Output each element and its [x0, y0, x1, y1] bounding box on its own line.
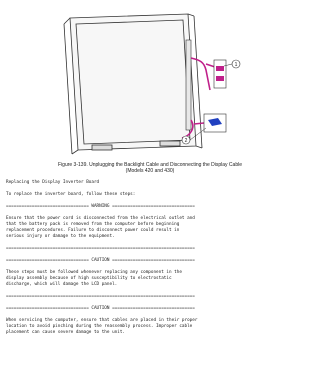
callout-1 — [224, 60, 240, 68]
callout-2-label: 2 — [184, 138, 188, 144]
warning-text: serious injury or damage to the equipment. — [6, 234, 115, 239]
warning-text: that the battery pack is removed from the computer before beginning — [6, 222, 180, 227]
warning-rule: ========================================================================= — [6, 246, 195, 251]
callout-1-label: 1 — [234, 62, 238, 68]
intro-text: To replace the inverter board, follow these steps: — [6, 192, 136, 197]
connector-detail-bottom — [204, 114, 226, 132]
caution-text: discharge, which will damage the LCD panel. — [6, 282, 118, 287]
warning-text: replacement procedures. Failure to disconnect power could result in — [6, 228, 180, 233]
warning-text: Ensure that the power cord is disconnected from the electrical outlet and — [6, 216, 195, 221]
caution-text: When servicing the computer, ensure that cables are placed in their proper — [6, 318, 198, 323]
connector-detail-top — [214, 60, 226, 88]
caution-text: These steps must be followed whenever replacing any component in the — [6, 270, 182, 275]
inverter-board — [186, 40, 191, 130]
figure-caption: Figure 3-139. Unplugging the Backlight Cable and Disconnecting the Display Cable — [58, 162, 242, 168]
figure-caption-models: (Models 420 and 430) — [125, 168, 175, 174]
caution-banner: ================================ CAUTION ================================ — [6, 258, 195, 263]
warning-banner: ================================ WARNING ================================ — [6, 204, 195, 209]
display-assembly-illustration — [0, 0, 300, 160]
caution-text: location to avoid pinching during the reassembly process. Improper cable — [6, 324, 193, 329]
caution-text: display assembly because of high susceptibility to electrostatic — [6, 276, 172, 281]
section-heading: Replacing the Display Inverter Board — [6, 180, 100, 185]
caution-rule: ========================================================================= — [6, 294, 195, 299]
caution-banner: ================================ CAUTION ================================ — [6, 306, 195, 311]
caution-text: placement can cause severe damage to the unit. — [6, 330, 125, 335]
display-housing — [64, 14, 202, 154]
